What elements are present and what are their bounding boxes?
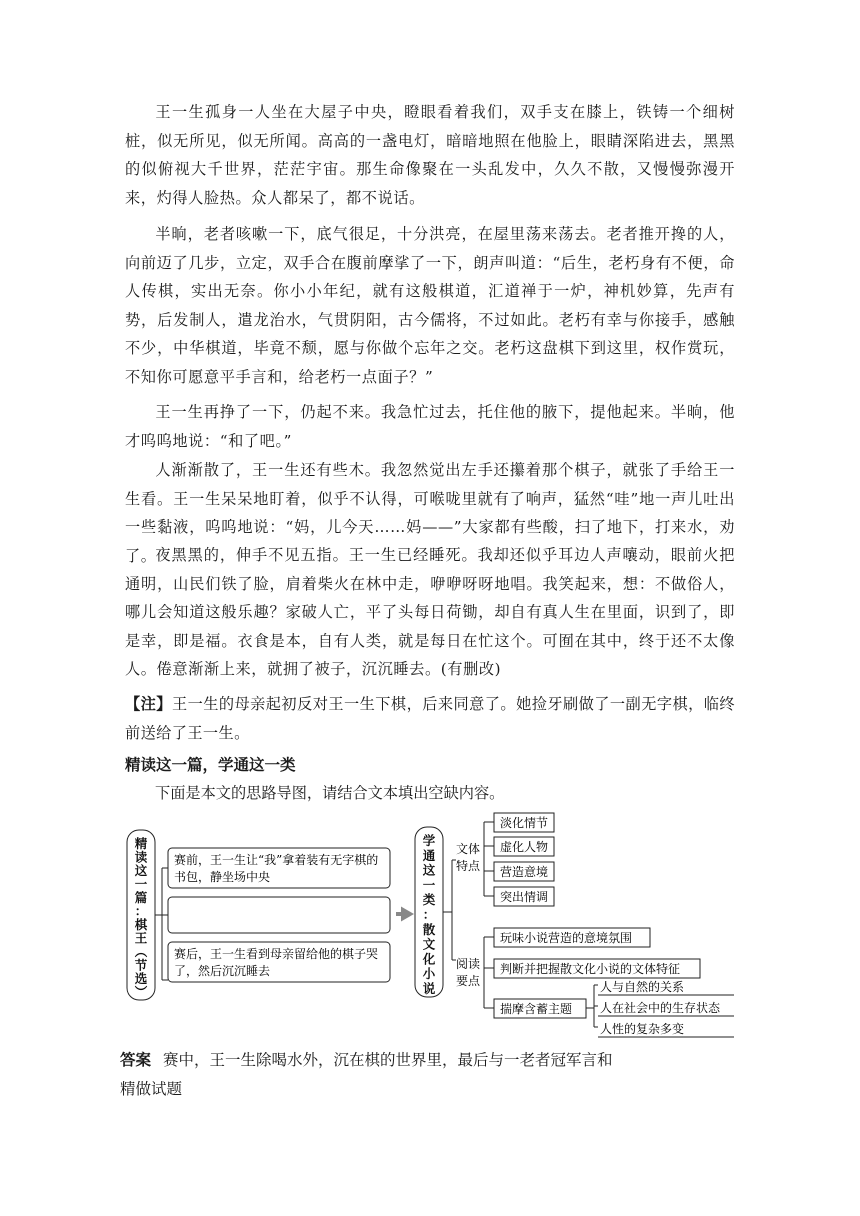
mid-title-char: 化 <box>422 951 436 967</box>
theme-item-2: 人在社会中的生存状态 <box>600 1001 721 1015</box>
mid-title-char: 小 <box>422 966 436 982</box>
paragraph-3: 王一生再挣了一下，仍起不来。我急忙过去，托住他的腋下，提他起来。半晌，他才呜呜地说：“和了吧。” <box>125 403 735 450</box>
group2-label-1: 阅读 <box>456 957 481 971</box>
left-title-char: 读 <box>134 849 148 865</box>
left-title-char: 节 <box>134 957 148 973</box>
paragraph-5: 夜黑黑的，伸手不见五指。王一生已经睡死。我却还似乎耳边人声嚷动，眼前火把通明，山民们铁了脸，肩着柴火在林中走，咿咿呀呀地唱。我笑起来，想：不做俗人，哪儿会知道这般乐趣？家破人亡，平了头每日荷锄，却自有真人生在里面，识到了，即是幸，即是福。衣食是本，自有人类，就是每日在忙这个。可囿在其中，终于还不太像人。倦意渐渐上来，就拥了被子，沉沉睡去。(有删改) <box>125 546 735 679</box>
footer-heading: 精做试题 <box>120 1080 183 1098</box>
paragraph-4: 人渐渐散了，王一生还有些木。我忽然觉出左手还攥着那个棋子，就张了手给王一生看。王一生呆呆地盯着，似乎不认得，可喉咙里就有了响声，猛然“哇”地一声儿吐出一些黏液，呜呜地说：“妈，儿今天……妈——”大家都有些酸，扫了地下，打来水，劝了。 <box>125 461 735 565</box>
left-title-char: 棋 <box>134 917 148 932</box>
paragraph-2: 半晌，老者咳嗽一下，底气很足，十分洪亮，在屋里荡来荡去。老者推开搀的人，向前迈了几步，立定，双手合在腹前摩挲了一下，朗声叫道：“后生，老朽身有不便，命人传棋，实出无奈。你小小年纪，就有这般棋道，汇道禅于一炉，神机妙算，先声有势，后发制人，遣龙治水，气贯阴阳，古今儒将，不过如此。老朽有幸与你接手，感触不少，中华棋道，毕竟不颓，愿与你做个忘年之交。老朽这盘棋下到这里，权作赏玩，不知你可愿意平手言和，给老朽一点面子？” <box>125 225 735 386</box>
mid-title-char: 散 <box>422 921 436 937</box>
mid-title-char: 学 <box>422 833 436 848</box>
mid-title-char: 通 <box>422 847 436 863</box>
mid-title-char: 类 <box>422 892 436 908</box>
group2-item-2: 判断并把握散文化小说的文体特征 <box>500 962 681 976</box>
pre-game-text-2: 书包，静坐场中央 <box>174 870 271 884</box>
note-text: 王一生的母亲起初反对王一生下棋，后来同意了。她捡牙刷做了一副无字棋，临终前送给了王一生。 <box>125 695 736 742</box>
left-title-char: ︶ <box>134 984 148 1000</box>
theme-item-3: 人性的复杂多变 <box>600 1022 685 1036</box>
mid-title-char: 一 <box>422 877 436 893</box>
group2-item-3: 揣摩含蓄主题 <box>500 1002 573 1016</box>
group1-item-4: 突出情调 <box>500 890 549 904</box>
left-title-char: ︵ <box>134 944 148 959</box>
left-title-char: ： <box>134 903 148 919</box>
note-tag: 【注】 <box>125 695 172 713</box>
mid-title-char: ： <box>422 907 436 922</box>
mid-title-char: 文 <box>422 936 436 952</box>
instruction-text: 下面是本文的思路导图，请结合文本填出空缺内容。 <box>155 784 505 802</box>
left-title-char: 选 <box>134 971 148 986</box>
group2-label-2: 要点 <box>456 974 481 988</box>
group1-item-2: 虚化人物 <box>500 840 549 854</box>
group1-label-2: 特点 <box>456 859 481 873</box>
group1-label-1: 文体 <box>456 842 481 856</box>
answer-line <box>120 1048 613 1070</box>
left-title-char: 精 <box>134 836 148 851</box>
mid-title-char: 这 <box>422 862 436 878</box>
left-title-char: 这 <box>134 863 148 878</box>
group1-item-1: 淡化情节 <box>500 816 549 830</box>
theme-item-1: 人与自然的关系 <box>600 980 685 994</box>
post-game-text-1: 赛后，王一生看到母亲留给他的棋子哭 <box>174 947 379 961</box>
mid-title-char: 说 <box>422 981 436 996</box>
left-title-char: 一 <box>134 876 148 892</box>
answer-text: 赛中，王一生除喝水外，沉在棋的世界里，最后与一老者冠军言和 <box>163 1051 613 1069</box>
paragraph-1: 王一生孤身一人坐在大屋子中央，瞪眼看着我们，双手支在膝上，铁铸一个细树桩，似无所见，似无所闻。高高的一盏电灯，暗暗地照在他脸上，眼睛深陷进去，黑黑的似俯视大千世界，茫茫宇宙。那生命像聚在一头乱发中，久久不散，又慢慢弥漫开来，灼得人脸热。众人都呆了，都不说话。 <box>125 103 735 207</box>
group2-item-1: 玩味小说营造的意境氛围 <box>500 931 633 945</box>
group1-item-3: 营造意境 <box>500 865 549 879</box>
answer-label: 答案 <box>120 1050 152 1069</box>
pre-game-text-1: 赛前，王一生让“我”拿着装有无字棋的 <box>174 853 379 867</box>
left-title-char: 王 <box>134 930 148 946</box>
section-heading: 精读这一篇，学通这一类 <box>125 755 296 774</box>
left-title-char: 篇 <box>134 890 148 905</box>
post-game-text-2: 了，然后沉沉睡去 <box>174 964 271 978</box>
mid-game-blank-box[interactable] <box>168 897 390 933</box>
arrow-icon <box>396 910 410 918</box>
